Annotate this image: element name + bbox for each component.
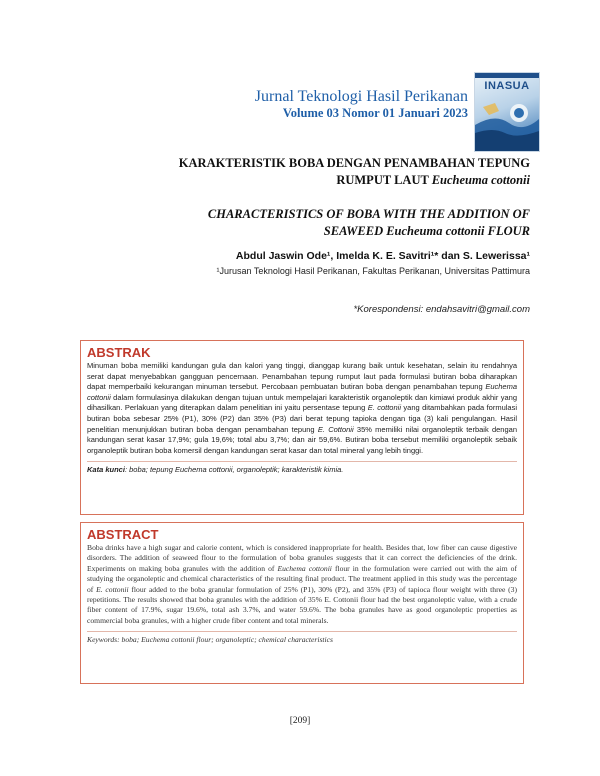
author-list: Abdul Jaswin Ode¹, Imelda K. E. Savitri¹* dan S. Lewerissa¹ [235, 250, 530, 262]
abstrak-keywords: Kata kunci: boba; tepung Euchema cottonii, organoleptik; karakteristik kimia. [87, 461, 517, 474]
title-id-line2-prefix: RUMPUT LAUT [336, 173, 432, 187]
title-id-line1: KARAKTERISTIK BOBA DENGAN PENAMBAHAN TEPUNG [178, 156, 530, 170]
title-id-line2 [90, 172, 530, 189]
title-id-species: Eucheuma cottonii [431, 173, 530, 187]
abstract-keywords: Keywords: boba; Euchema cottonii flour; organoleptic; chemical characteristics [87, 631, 517, 644]
abstrak-box [80, 340, 524, 515]
correspondence-email: *Korespondensi: endahsavitri@gmail.com [353, 304, 530, 315]
journal-volume: Volume 03 Nomor 01 Januari 2023 [282, 106, 468, 120]
cover-brand-text: INASUA [484, 80, 530, 92]
title-en-line2: SEAWEED Eucheuma cottonii FLOUR [323, 224, 530, 238]
abstrak-body: Minuman boba memiliki kandungan gula dan kalori yang tinggi, dianggap kurang baik untuk kesehatan, selain itu rendahnya serat dapat menyebabkan gangguan pencernaan. Penambahan tepung rumput laut pada formulasi butiran boba diharapkan dapat memperbaiki kekurangan minuman tersebut. Percobaan pembuatan butiran boba dengan penambahan tepung Euchema cottonii dalam formulasinya dilakukan dengan tujuan untuk mempelajari karakteristik organoleptik dan kimiawi produk akhir yang dihasilkan. Perlakuan yang diterapkan dalam penelitian ini yaitu persentase tepung E. cottonii yang ditambahkan pada formulasi butiran boba sebesar 25% (P1), 30% (P2) dan 35% (P3) dari berat tepung tapioka dengan tiga (3) kali pengulangan. Hasil penelitian menunjukkan butiran boba dengan penambahan tepung E. Cottonii 35% memiliki nilai organoleptik terbaik dengan kandungan serat kasar 17,9%; gula 19,6%; total abu 3,7%; dan air 59,6%. Butiran boba tersebut memiliki organoleptik sebaik organoleptik butiran boba komersil dengan kandungan serat kasar dan total mineral yang lebih tinggi. [87, 361, 518, 455]
article-title-english [90, 206, 530, 240]
article-title-indonesian [90, 155, 530, 189]
abstract-box [80, 522, 524, 684]
author-affiliation: ¹Jurusan Teknologi Hasil Perikanan, Fakultas Perikanan, Universitas Pattimura [216, 266, 530, 276]
abstract-body: Boba drinks have a high sugar and calorie content, which is considered inappropriate for health. Besides that, low fiber can cause digestive disorders. The addition of seaweed flour to the formulation of boba granules suggests that it can correct the deficiencies of the drink. Experiments on making boba granules with the addition of Euchema cottonii flour in the formulation were carried out with the aim of studying the organoleptic and chemical characteristics of the resulting final product. The treatment applied in this study was the percentage of E. cottonii flour added to the boba granular formulation of 25% (P1), 30% (P2), and 35% (P3) of tapioca flour weight with three (3) repetitions. The results showed that boba granules with the addition of 35% E. Cottonii flour had the best organoleptic value, with a crude fiber content of 17.9%, sugar 19.6%, total ash 3.7%, and water 59.6%. The boba granules have as good organoleptic properties as commercial boba granules, with a higher crude fiber content and total minerals. [87, 543, 517, 625]
title-en-line1: CHARACTERISTICS OF BOBA WITH THE ADDITION OF [207, 207, 530, 221]
abstract-heading: ABSTRACT [87, 527, 159, 542]
journal-cover-logo [474, 72, 540, 152]
abstrak-heading: ABSTRAK [87, 345, 151, 360]
journal-title: Jurnal Teknologi Hasil Perikanan [254, 88, 468, 105]
page-number: [209] [289, 716, 311, 726]
